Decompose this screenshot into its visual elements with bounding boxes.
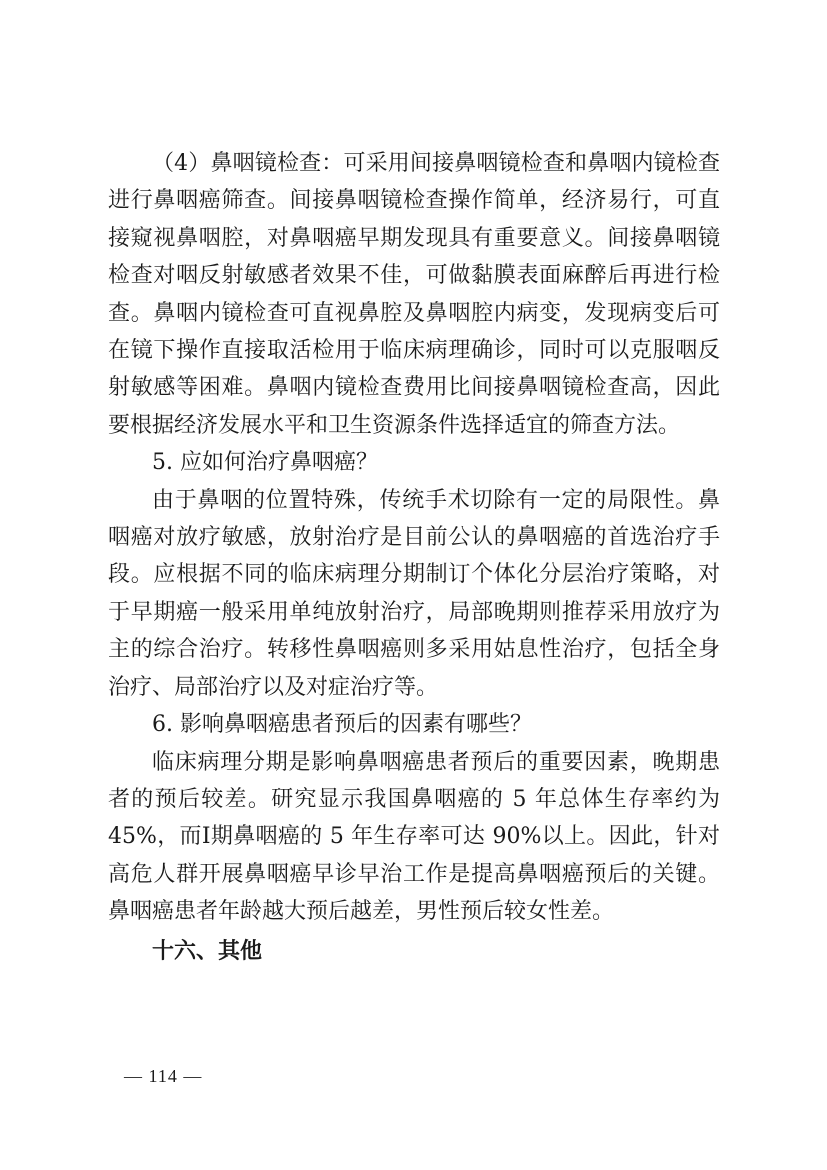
document-body — [108, 145, 720, 970]
page-number: — 114 — — [124, 1066, 203, 1086]
section-heading-other: 十六、其他 — [152, 938, 263, 964]
question-treatment: 5. 应如何治疗鼻咽癌？ — [152, 450, 378, 476]
paragraph-prognosis: 临床病理分期是影响鼻咽癌患者预后的重要因素，晚期患者的预后较差。研究显示我国鼻咽癌的 5 年总体生存率约为 45%，而Ⅰ期鼻咽癌的 5 年生存率可达 90%以上。因此，针对高危人群开展鼻咽癌早诊早治工作是提高鼻咽癌预后的关键。鼻咽癌患者年龄越大预后越差，男性预后较女性差。 — [108, 749, 720, 925]
question-prognosis: 6. 影响鼻咽癌患者预后的因素有哪些？ — [152, 712, 532, 738]
paragraph-treatment: 由于鼻咽的位置特殊，传统手术切除有一定的局限性。鼻咽癌对放疗敏感，放射治疗是目前公认的鼻咽癌的首选治疗手段。应根据不同的临床病理分期制订个体化分层治疗策略，对于早期癌一般采用单纯放射治疗，局部晚期则推荐采用放疗为主的综合治疗。转移性鼻咽癌则多采用姑息性治疗，包括全身治疗、局部治疗以及对症治疗等。 — [108, 487, 720, 700]
paragraph-nasopharyngoscopy: （4）鼻咽镜检查：可采用间接鼻咽镜检查和鼻咽内镜检查进行鼻咽癌筛查。间接鼻咽镜检查操作简单，经济易行，可直接窥视鼻咽腔，对鼻咽癌早期发现具有重要意义。间接鼻咽镜检查对咽反射敏感者效果不佳，可做黏膜表面麻醉后再进行检查。鼻咽内镜检查可直视鼻腔及鼻咽腔内病变，发现病变后可在镜下操作直接取活检用于临床病理确诊，同时可以克服咽反射敏感等困难。鼻咽内镜检查费用比间接鼻咽镜检查高，因此要根据经济发展水平和卫生资源条件选择适宜的筛查方法。 — [108, 151, 720, 438]
